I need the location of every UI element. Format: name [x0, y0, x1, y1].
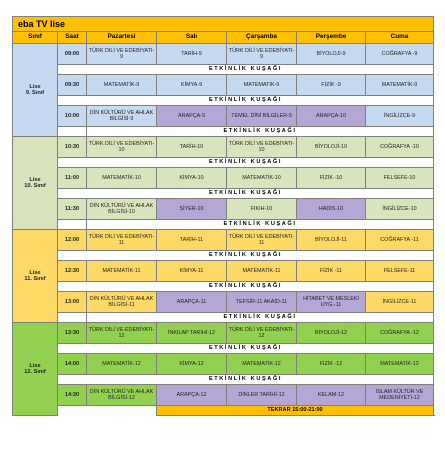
column-header: Saat — [58, 32, 87, 44]
lesson-row — [13, 199, 434, 220]
lesson-cell: MATEMATİK-12 — [366, 354, 434, 375]
grade-label — [13, 230, 58, 323]
lesson-cell: TEFSİR-11 AKAİD-11 — [227, 292, 297, 313]
lesson-cell: TÜRK DİLİ VE EDEBİYATI-11 — [227, 230, 297, 251]
footer-note: TEKRAR 15:00-21:00 — [157, 406, 434, 416]
lesson-cell: DİNLER TARİHİ-12 — [227, 385, 297, 406]
lesson-cell: MATEMATİK-11 — [87, 261, 157, 282]
lesson-cell: İNGİLİZCE-11 — [366, 292, 434, 313]
break-label: ETKİNLİK KUŞAĞI — [58, 158, 434, 168]
grade-label-line: 12. Sınıf — [24, 369, 46, 375]
lesson-cell: DİN KÜLTÜRÜ VE AHLAK BİLGİSİ-12 — [87, 385, 157, 406]
lesson-cell: BİYOLOJİ-10 — [297, 137, 366, 158]
break-label: ETKİNLİK KUŞAĞI — [87, 220, 434, 230]
lesson-cell: FELSEFE-11 — [366, 261, 434, 282]
lesson-cell: SİYER-10 — [157, 199, 227, 220]
spacer-cell — [58, 313, 87, 323]
grade-label-line: 11. Sınıf — [24, 276, 46, 282]
break-label: ETKİNLİK KUŞAĞI — [58, 251, 434, 261]
page-title: eba TV lise — [13, 17, 434, 32]
lesson-row — [13, 44, 434, 65]
break-label: ETKİNLİK KUŞAĞI — [58, 65, 434, 75]
lesson-cell: ARAPÇA-9 — [157, 106, 227, 127]
break-row — [13, 220, 434, 230]
break-row — [13, 158, 434, 168]
lesson-cell: MATEMATİK-9 — [227, 75, 297, 96]
lesson-cell: KİMYA-11 — [157, 261, 227, 282]
lesson-row — [13, 168, 434, 189]
break-row — [13, 282, 434, 292]
lesson-cell: DİN KÜLTÜRÜ VE AHLAK BİLGİSİ-9 — [87, 106, 157, 127]
lesson-cell: KELAM-12 — [297, 385, 366, 406]
column-header: Salı — [157, 32, 227, 44]
column-header: Çarşamba — [227, 32, 297, 44]
lesson-row — [13, 230, 434, 251]
lesson-cell: MATEMATİK-10 — [87, 168, 157, 189]
lesson-cell: FİZİK -11 — [297, 261, 366, 282]
lesson-cell: İNKILAP TARİHİ-12 — [157, 323, 227, 344]
lesson-cell: DİN KÜLTÜRÜ VE AHLAK BİLGİSİ-11 — [87, 292, 157, 313]
time-cell: 14:00 — [58, 354, 87, 375]
break-row — [13, 96, 434, 106]
title-row — [13, 17, 434, 32]
break-row — [13, 313, 434, 323]
lesson-cell: FIKIH-10 — [227, 199, 297, 220]
lesson-cell: MATEMATİK-12 — [87, 354, 157, 375]
lesson-row — [13, 137, 434, 158]
schedule-table — [12, 16, 434, 416]
lesson-cell: BİYOLOJİ-9 — [297, 44, 366, 65]
lesson-cell: FİZİK -10 — [297, 168, 366, 189]
time-cell: 12:00 — [58, 230, 87, 251]
break-row — [13, 251, 434, 261]
break-label: ETKİNLİK KUŞAĞI — [58, 344, 434, 354]
time-cell: 13:30 — [58, 323, 87, 344]
lesson-cell: İNGİLİZCE-9 — [366, 106, 434, 127]
lesson-row — [13, 323, 434, 344]
time-cell: 11:00 — [58, 168, 87, 189]
lesson-cell: TÜRK DİLİ VE EDEBİYATI-9 — [87, 44, 157, 65]
lesson-cell: TÜRK DİLİ VE EDEBİYATI-10 — [87, 137, 157, 158]
lesson-cell: TÜRK DİLİ VE EDEBİYATI-9 — [227, 44, 297, 65]
lesson-cell: FİZİK -12 — [297, 354, 366, 375]
lesson-cell: KİMYA-9 — [157, 75, 227, 96]
grade-label-line: 10. Sınıf — [24, 183, 46, 189]
spacer-cell — [58, 406, 157, 416]
column-header: Sınıf — [13, 32, 58, 44]
lesson-cell: FİZİK -9 — [297, 75, 366, 96]
break-row — [13, 344, 434, 354]
lesson-row — [13, 106, 434, 127]
grade-label — [13, 137, 58, 230]
time-cell: 09:00 — [58, 44, 87, 65]
time-cell: 10:00 — [58, 106, 87, 127]
lesson-cell: COĞRAFYA -11 — [366, 230, 434, 251]
lesson-cell: MATEMATİK-11 — [227, 261, 297, 282]
time-cell: 09:30 — [58, 75, 87, 96]
time-cell: 10:30 — [58, 137, 87, 158]
break-row — [13, 127, 434, 137]
break-row — [13, 375, 434, 385]
break-row — [13, 65, 434, 75]
break-row — [13, 406, 434, 416]
lesson-cell: MATEMATİK-9 — [366, 75, 434, 96]
column-header: Pazartesi — [87, 32, 157, 44]
lesson-row — [13, 261, 434, 282]
lesson-cell: MATEMATİK-9 — [87, 75, 157, 96]
lesson-cell: HİTABET VE MESLEKİ UYG.-11 — [297, 292, 366, 313]
lesson-cell: ARAPÇA-10 — [297, 106, 366, 127]
lesson-row — [13, 385, 434, 406]
break-label: ETKİNLİK KUŞAĞI — [58, 96, 434, 106]
grade-label-line: Lise — [29, 362, 41, 369]
column-header: Cuma — [366, 32, 434, 44]
grade-label — [13, 44, 58, 137]
lesson-row — [13, 292, 434, 313]
spacer-cell — [58, 220, 87, 230]
lesson-cell: TÜRK DİLİ VE EDEBİYATI-12 — [227, 323, 297, 344]
time-cell: 13:00 — [58, 292, 87, 313]
break-label: ETKİNLİK KUŞAĞI — [58, 282, 434, 292]
column-header: Perşembe — [297, 32, 366, 44]
lesson-cell: TARİH-9 — [157, 44, 227, 65]
break-label: ETKİNLİK KUŞAĞI — [87, 127, 434, 137]
header-row — [13, 32, 434, 44]
lesson-cell: MATEMATİK-12 — [227, 354, 297, 375]
grade-label-line: 9. Sınıf — [25, 90, 45, 96]
lesson-cell: ARAPÇA-11 — [157, 292, 227, 313]
time-cell: 14:30 — [58, 385, 87, 406]
lesson-row — [13, 75, 434, 96]
lesson-cell: İSLAM KÜLTÜR VE MEDENİYETİ-12 — [366, 385, 434, 406]
grade-label-line: Lise — [29, 83, 41, 90]
lesson-cell: DİN KÜLTÜRÜ VE AHLAK BİLGİSİ-10 — [87, 199, 157, 220]
lesson-cell: ARAPÇA-12 — [157, 385, 227, 406]
lesson-cell: TEMEL DİNİ BİLGİLER-9 — [227, 106, 297, 127]
lesson-cell: TÜRK DİLİ VE EDEBİYATI-12 — [87, 323, 157, 344]
grade-label-line: Lise — [29, 176, 41, 183]
lesson-cell: COĞRAFYA -9 — [366, 44, 434, 65]
lesson-cell: HADİS-10 — [297, 199, 366, 220]
break-label: ETKİNLİK KUŞAĞI — [87, 313, 434, 323]
time-cell: 12:30 — [58, 261, 87, 282]
lesson-cell: BİYOLOJİ-12 — [297, 323, 366, 344]
grade-label-line: Lise — [29, 269, 41, 276]
lesson-row — [13, 354, 434, 375]
lesson-cell: TARİH-10 — [157, 137, 227, 158]
lesson-cell: COĞRAFYA -10 — [366, 137, 434, 158]
lesson-cell: BİYOLOJİ-11 — [297, 230, 366, 251]
lesson-cell: İNGİLİZCE-10 — [366, 199, 434, 220]
break-label: ETKİNLİK KUŞAĞI — [58, 189, 434, 199]
lesson-cell: FELSEFE-10 — [366, 168, 434, 189]
break-label: ETKİNLİK KUŞAĞI — [58, 375, 434, 385]
lesson-cell: TÜRK DİLİ VE EDEBİYATI-10 — [227, 137, 297, 158]
grade-label — [13, 323, 58, 416]
lesson-cell: KİMYA-12 — [157, 354, 227, 375]
lesson-cell: TÜRK DİLİ VE EDEBİYATI-11 — [87, 230, 157, 251]
lesson-cell: MATEMATİK-10 — [227, 168, 297, 189]
spacer-cell — [58, 127, 87, 137]
lesson-cell: TARİH-11 — [157, 230, 227, 251]
lesson-cell: COĞRAFYA -12 — [366, 323, 434, 344]
break-row — [13, 189, 434, 199]
lesson-cell: KİMYA-10 — [157, 168, 227, 189]
time-cell: 11:30 — [58, 199, 87, 220]
